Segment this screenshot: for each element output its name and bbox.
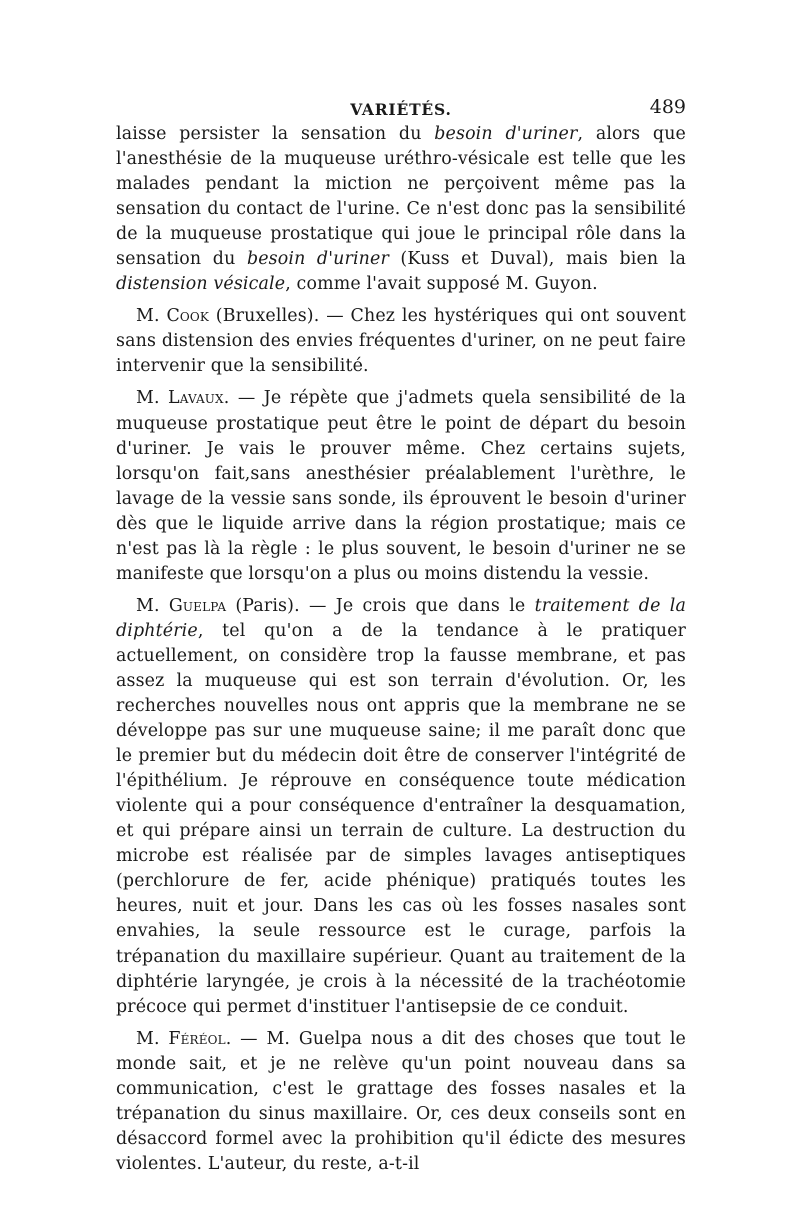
speaker-name: Guelpa (168, 595, 227, 616)
paragraph (116, 122, 686, 297)
speaker-name: Cook (166, 306, 209, 327)
text-run: (Bruxelles). — Chez les hystériques qui ont souvent sans distension des envies fréquentes d'uriner, on ne peut faire intervenir que la sensibilité. (116, 306, 686, 377)
running-head: VARIÉTÉS. (350, 100, 452, 119)
italic-term: besoin d'uriner (246, 249, 389, 270)
italic-term: traitement de la diphtérie (116, 595, 686, 641)
page-number: 489 (649, 96, 686, 118)
text-run: M. (136, 595, 169, 616)
paragraph (116, 594, 686, 1020)
paragraph (116, 1027, 686, 1177)
text-run: , comme l'avait supposé M. Guyon. (285, 274, 598, 295)
speaker-name: Féréol (168, 1028, 226, 1049)
paragraph (116, 304, 686, 379)
text-run: M. (136, 306, 167, 327)
text-run: , tel qu'on a de la tendance à le pratiquer actuellement, on considère trop la fausse membrane, et pas assez la muqueuse qui est son terrain d'évolution. Or, les recherches nouvelles nous ont appris que la membrane ne se développe pas sur une muqueuse saine; il me paraît donc que le premier but du médecin doit être de conserver l'intégrité de l'épithélium. Je réprouve en conséquence toute médication violente qui a pour conséquence d'entraîner la desquamation, et qui prépare ainsi un terrain de culture. La destruction du microbe est réalisée par de simples lavages antiseptiques (perchlorure de fer, acide phénique) pratiqués toutes les heures, nuit et jour. Dans les cas où les fosses nasales sont envahies, la seule ressource est le curage, parfois la trépanation du maxillaire supérieur. Quant au traitement de la diphtérie laryngée, je crois à la nécessité de la trachéotomie précoce qui permet d'instituer l'antisepsie de ce conduit. (116, 620, 686, 1017)
italic-term: distension vésicale (116, 274, 286, 295)
text-run: (Kuss et Duval), mais bien la (388, 249, 686, 270)
speaker-name: Lavaux (168, 388, 224, 409)
paragraph (116, 386, 686, 586)
text-run: laisse persister la sensation du (116, 124, 435, 144)
text-run: , alors que l'anesthésie de la muqueuse uréthro-vésicale est telle que les malades pendant la miction ne perçoivent même pas la sensation du contact de l'urine. Ce n'est donc pas la sensibilité de la muqueuse prostatique qui joue le principal rôle dans la sensation du (116, 124, 686, 270)
body-text (116, 122, 686, 1184)
text-run: . — M. Guelpa nous a dit des choses que tout le monde sait, et je ne relève qu'un point nouveau dans sa communication, c'est le grattage des fosses nasales et la trépanation du sinus maxillaire. Or, ces deux conseils sont en désaccord formel avec la prohibition qu'il édicte des mesures violentes. L'auteur, du reste, a-t-il (116, 1028, 686, 1174)
italic-term: besoin d'uriner (434, 124, 578, 144)
text-run: M. (136, 1028, 169, 1049)
text-run: . — Je répète que j'admets quela sensibilité de la muqueuse prostatique peut être le point de départ du besoin d'uriner. Je vais le prouver même. Chez certains sujets, lorsqu'on fait,sans anesthésier préalablement l'urèthre, le lavage de la vessie sans sonde, ils éprouvent le besoin d'uriner dès que le liquide arrive dans la région prostatique; mais ce n'est pas là la règle : le plus souvent, le besoin d'uriner ne se manifeste que lorsqu'on a plus ou moins distendu la vessie. (116, 388, 686, 584)
text-run: M. (136, 388, 169, 409)
text-run: (Paris). — Je crois que dans le (226, 595, 535, 616)
